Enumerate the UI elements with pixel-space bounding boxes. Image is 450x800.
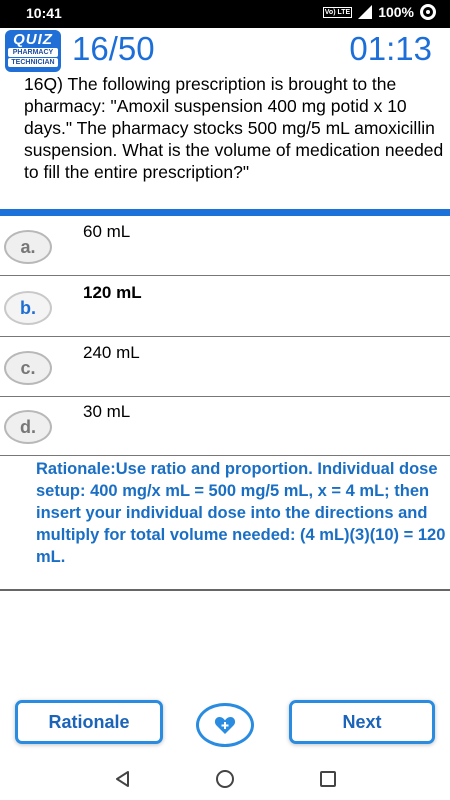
answer-option-c[interactable] <box>0 337 450 397</box>
question-counter: 16/50 <box>72 30 155 67</box>
option-letter-b[interactable]: b. <box>4 291 52 325</box>
question-divider <box>0 209 450 216</box>
next-button[interactable]: Next <box>289 700 435 744</box>
answer-option-b[interactable] <box>0 277 450 337</box>
favorite-button[interactable] <box>196 703 254 747</box>
status-icons <box>323 4 436 20</box>
recents-icon[interactable] <box>320 771 336 787</box>
rationale-panel <box>0 456 450 591</box>
volte-icon: Vo) LTE <box>324 8 351 16</box>
option-letter-a[interactable]: a. <box>4 230 52 264</box>
data-saver-icon <box>420 4 436 20</box>
signal-icon <box>358 5 372 19</box>
logo-title: QUIZ <box>13 31 53 48</box>
rationale-text: Rationale:Use ratio and proportion. Individual dose setup: 400 mg/x mL = 500 mg/5 mL, x = 4 mL; then insert your individual dose into the directions and multiply for total volume needed: (4 mL)(3)(10) = 120 mL. <box>36 460 446 566</box>
app-logo <box>5 30 61 72</box>
option-text-b: 120 mL <box>83 283 142 302</box>
answer-option-d[interactable] <box>0 396 450 456</box>
answer-option-a[interactable] <box>0 216 450 276</box>
battery-level: 100% <box>378 4 414 20</box>
option-text-c: 240 mL <box>83 343 140 362</box>
option-letter-d[interactable]: d. <box>4 410 52 444</box>
question-text: 16Q) The following prescription is brought to the pharmacy: "Amoxil suspension 400 mg potid x 10 days." The pharmacy stocks 500 mg/5 mL amoxicillin suspension. What is the volume of medication needed to fill the entire prescription?" <box>24 74 444 182</box>
quiz-header <box>0 28 450 76</box>
option-text-d: 30 mL <box>83 402 131 421</box>
status-bar <box>0 0 450 28</box>
home-icon[interactable] <box>216 770 234 788</box>
back-icon[interactable] <box>114 770 132 793</box>
system-nav-bar <box>0 758 450 800</box>
heart-plus-icon <box>214 715 236 735</box>
status-time: 10:41 <box>26 5 62 21</box>
logo-subtitle-2: TECHNICIAN <box>8 58 58 67</box>
quiz-timer: 01:13 <box>349 30 432 67</box>
rationale-button[interactable]: Rationale <box>15 700 163 744</box>
logo-subtitle-1: PHARMACY <box>8 48 58 57</box>
option-text-a: 60 mL <box>83 222 131 241</box>
option-letter-c[interactable]: c. <box>4 351 52 385</box>
